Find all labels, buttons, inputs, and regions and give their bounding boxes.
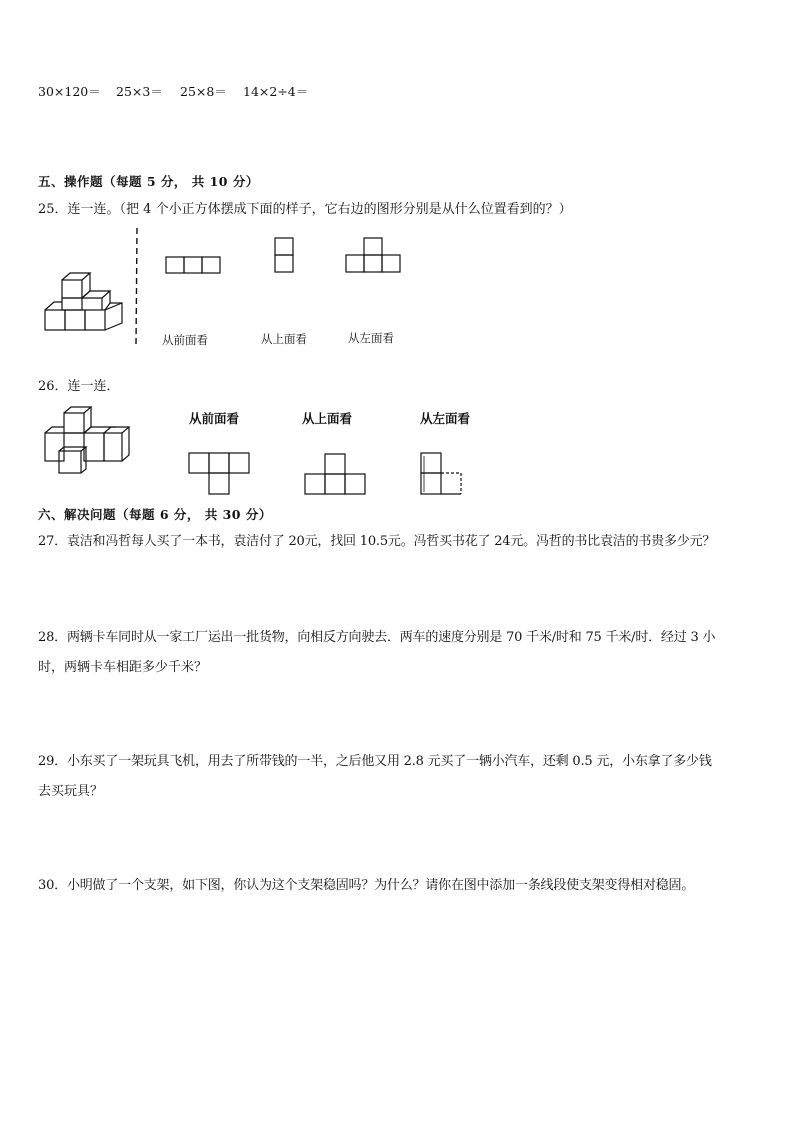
calc-item-2: 25×3＝ <box>116 84 163 99</box>
section6-heading: 六、解决问题（每题 6 分， 共 30 分） <box>38 507 272 522</box>
q29-line1: 29．小东买了一架玩具飞机，用去了所带钱的一半，之后他又用 2.8 元买了一辆小汽车，还剩 0.5 元，小东拿了多少钱 <box>38 754 712 769</box>
q26-view-b <box>304 453 366 495</box>
q25-label-front: 从前面看 <box>162 333 208 347</box>
q25-view-c <box>345 237 403 275</box>
q26-text: 26．连一连． <box>38 379 120 394</box>
q29-line2: 去买玩具？ <box>38 784 104 799</box>
q26-view-a <box>188 452 250 496</box>
q25-text: 25．连一连。（把 4 个小正方体摆成下面的样子，它右边的图形分别是从什么位置看到的？） <box>38 202 572 217</box>
q28-line1: 28．两辆卡车同时从一家工厂运出一批货物，向相反方向驶去．两车的速度分别是 70 千米/时和 75 千米/时．经过 3 小 <box>38 630 716 645</box>
calc-item-1: 30×120＝ <box>38 84 101 99</box>
q26-label-top: 从上面看 <box>302 411 353 426</box>
q30-text: 30．小明做了一个支架，如下图，你认为这个支架稳固吗？为什么？请你在图中添加一条线段使支架变得相对稳固。 <box>38 878 695 893</box>
q26-label-left: 从左面看 <box>420 411 471 426</box>
calc-item-4: 14×2÷4＝ <box>243 84 309 99</box>
q26-label-front: 从前面看 <box>189 411 240 426</box>
q25-label-left: 从左面看 <box>348 331 394 345</box>
q25-label-top: 从上面看 <box>261 332 307 346</box>
q25-cube-figure <box>40 270 130 335</box>
q28-line2: 时，两辆卡车相距多少千米？ <box>38 660 208 675</box>
q26-cube-figure <box>42 405 130 477</box>
q25-view-b <box>274 237 296 275</box>
q26-view-c <box>420 452 464 496</box>
q27-text: 27．袁洁和冯哲每人买了一本书，袁洁付了 20元，找回 10.5元。冯哲买书花了 24元。冯哲的书比袁洁的书贵多少元？ <box>38 534 716 549</box>
calc-item-3: 25×8＝ <box>180 84 227 99</box>
section5-heading: 五、操作题（每题 5 分， 共 10 分） <box>38 174 259 189</box>
q25-view-a <box>165 256 223 276</box>
q25-separator <box>134 228 140 348</box>
